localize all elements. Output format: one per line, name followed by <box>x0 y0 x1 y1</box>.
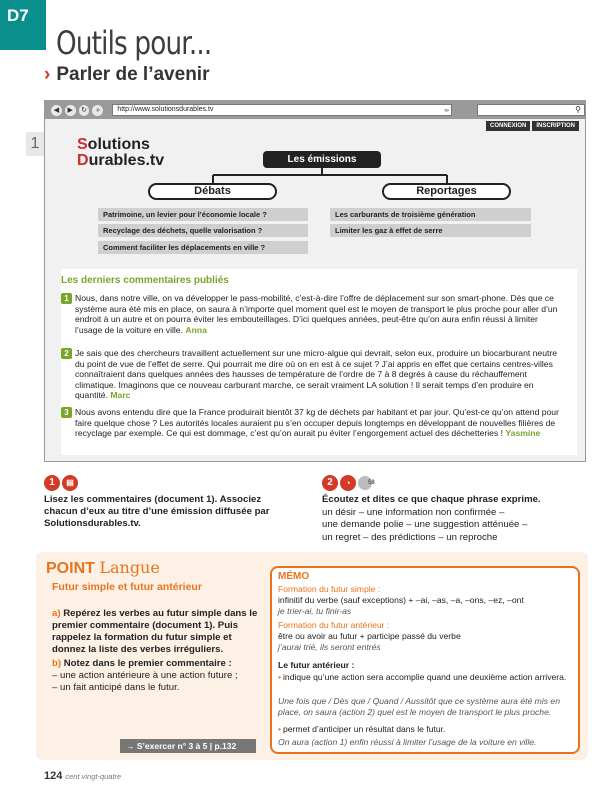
point-word: POINT <box>46 560 95 577</box>
memo-fs-example: je trier-ai, tu finir-as <box>278 606 352 616</box>
question-a-letter: a) <box>52 608 61 619</box>
bullet-icon: • <box>278 672 282 682</box>
comment-item <box>61 348 566 401</box>
category-reportages[interactable]: Reportages <box>382 183 511 200</box>
question-b-line: – un fait anticipé dans le futur. <box>52 682 180 693</box>
comment-number: 2 <box>61 348 72 359</box>
reportages-topic[interactable]: Limiter les gaz à effet de serre <box>330 224 531 237</box>
forward-icon[interactable]: ▶ <box>65 105 76 116</box>
activity-2-line: une demande polie – une suggestion atténuée – <box>322 519 528 530</box>
memo-usage-2 <box>278 724 574 735</box>
reportages-topic[interactable]: Les carburants de troisième génération <box>330 208 531 221</box>
comment-author: Yasmine <box>505 428 541 438</box>
langue-word: Langue <box>99 558 160 577</box>
exercer-link[interactable]: → S’exercer n° 3 à 5 | p.132 <box>120 739 256 753</box>
logo-line2: Durables.tv <box>77 152 165 169</box>
memo-usage-2-example: On aura (action 1) enfin réussi à limiter l’usage de la voiture en ville. <box>278 737 537 747</box>
comment-text: Nous avons entendu dire que la France produirait bientôt 37 kg de déchets par habitant et par jour. Qu’est-ce qu’on attend pour faire quelque chose ? Les autorités locales auraient pu s’en occuper depuis longtemps en développant de nouvelles filières de recyclage par exemple. Ce qui est dommage, c’est qu’on aurait pu éviter l’engorgement actuel des déchetteries ! <box>75 407 559 438</box>
activity-2-line: un regret – des prédictions – un reproche <box>322 531 498 543</box>
refresh-icon[interactable]: ↻ <box>79 105 90 116</box>
page-number-words: cent vingt-quatre <box>65 772 122 781</box>
go-icon[interactable]: ∞ <box>444 108 449 114</box>
question-b-letter: b) <box>52 658 62 669</box>
question-a <box>52 608 262 656</box>
memo-usage-heading: Le futur antérieur : <box>278 660 355 670</box>
document-number: 1 <box>26 132 44 156</box>
debats-topic[interactable]: Recyclage des déchets, quelle valorisation ? <box>98 224 308 237</box>
memo-usage-1-example: Une fois que / Dès que / Quand / Aussitôt que ce système aura été mis en place, on saura (action 2) quel est le moyen de transport le plus proche. <box>278 696 560 717</box>
memo-fa-example: j’aurai trié, ils seront entrés <box>278 642 381 652</box>
activity-2-line: un désir – une information non confirmée – <box>322 506 505 518</box>
debats-topic[interactable]: Patrimoine, un levier pour l’économie locale ? <box>98 208 308 221</box>
comment-text: Nous, dans notre ville, on va développer le pass-mobilité, c’est-à-dire l’offre de déplacement sur son smart-phone. Dès que ce système aura été mis en place, on saura à n’importe quel moment quel est le moyen de transport le plus proche pour aller d’un endroit à un autre et on pourra éviter les embouteillages. D’ici quelques années, peut-être qu’on aura enfin réussi à limiter l’usage de la voiture en ville. <box>75 293 558 335</box>
page-title: Outils pour... <box>56 24 212 62</box>
activity-2-block <box>322 494 562 544</box>
bullet-icon: • <box>278 724 282 734</box>
connexion-button[interactable]: CONNEXION <box>486 121 530 131</box>
url-text: http://www.solutionsdurables.tv <box>117 106 214 113</box>
double-chevron-icon[interactable]: » <box>92 105 103 116</box>
comment-text: Je sais que des chercheurs travaillent actuellement sur une micro-algue qui devrait, selon eux, produire un biocarburant neutre du point de vue de l’effet de serre. Qui pourrait me dire où on en est à ce sujet ? J’ai appris en effet que certains centres-villes connaîtraient dans quelques années des hausses de température de l’ordre de 7 à 8 degrés à cause du réchauffement climatique. Imaginons que ce nouveau carburant marche, ce serait vraiment LA solution ! Il serait temps d’en produire en quantité. <box>75 348 557 400</box>
logo-text-2: urables.tv <box>88 152 165 169</box>
point-langue-questions <box>52 608 262 694</box>
page-footer <box>44 770 121 782</box>
emissions-label[interactable]: Les émissions <box>263 151 381 168</box>
subtitle-text: Parler de l’avenir <box>56 64 210 85</box>
memo-fs-rule: infinitif du verbe (sauf exceptions) + –ai, –as, –a, –ons, –ez, –ont <box>278 595 524 605</box>
memo-usage-2-text: permet d’anticiper un résultat dans le futur. <box>283 724 446 734</box>
logo-line1: Solutions <box>77 136 150 153</box>
point-langue-subtitle: Futur simple et futur antérieur <box>52 581 202 593</box>
memo-usage-1 <box>278 672 574 683</box>
question-b-line: – une action antérieure à une action future ; <box>52 670 238 681</box>
activity-2-number: 2 <box>322 475 338 491</box>
comment-number: 1 <box>61 293 72 304</box>
memo-fs-heading: Formation du futur simple : <box>278 584 381 594</box>
activity-2-instruction: Écoutez et dites ce que chaque phrase exprime. <box>322 494 541 505</box>
comments-title: Les derniers commentaires publiés <box>61 275 229 286</box>
comment-item <box>61 293 566 335</box>
chevron-right-icon: › <box>44 64 51 85</box>
ear-icon: ◔ <box>340 475 356 491</box>
logo-text-1: olutions <box>87 136 150 153</box>
activity-1-text: Lisez les commentaires (document 1). Associez chacun d’eux au titre d’une émission diffusée par Solutionsdurables.tv. <box>44 494 270 529</box>
comment-author: Anna <box>185 324 207 335</box>
memo-fa-heading: Formation du futur antérieur : <box>278 620 390 630</box>
question-b-text: Notez dans le premier commentaire : <box>63 658 232 669</box>
comment-author: Marc <box>110 390 131 400</box>
search-icon[interactable]: ⚲ <box>575 105 582 114</box>
page-subtitle <box>44 64 209 86</box>
question-a-text: Repérez les verbes au futur simple dans le premier commentaire (document 1). Puis rappelez la formation du futur simple et donnez la liste des verbes irréguliers. <box>52 608 258 655</box>
section-code-badge: D7 <box>0 0 46 50</box>
back-icon[interactable]: ◀ <box>51 105 62 116</box>
inscription-button[interactable]: INSCRIPTION <box>532 121 579 131</box>
memo-fa-rule: être ou avoir au futur + participe passé du verbe <box>278 631 461 641</box>
audio-track-number: 58 <box>368 480 375 486</box>
comment-number: 3 <box>61 407 72 418</box>
point-langue-title <box>46 558 160 578</box>
browser-window <box>44 100 586 462</box>
activity-1-number: 1 <box>44 475 60 491</box>
debats-topic[interactable]: Comment faciliter les déplacements en ville ? <box>98 241 308 254</box>
memo-title: MÉMO <box>278 571 310 582</box>
memo-usage-1-text: indique qu’une action sera accomplie quand une deuxième action arrivera. <box>283 672 567 682</box>
category-debats[interactable]: Débats <box>148 183 277 200</box>
book-icon: ▤ <box>62 475 78 491</box>
page-number: 124 <box>44 770 63 782</box>
comment-item <box>61 407 566 439</box>
question-b <box>52 658 262 670</box>
